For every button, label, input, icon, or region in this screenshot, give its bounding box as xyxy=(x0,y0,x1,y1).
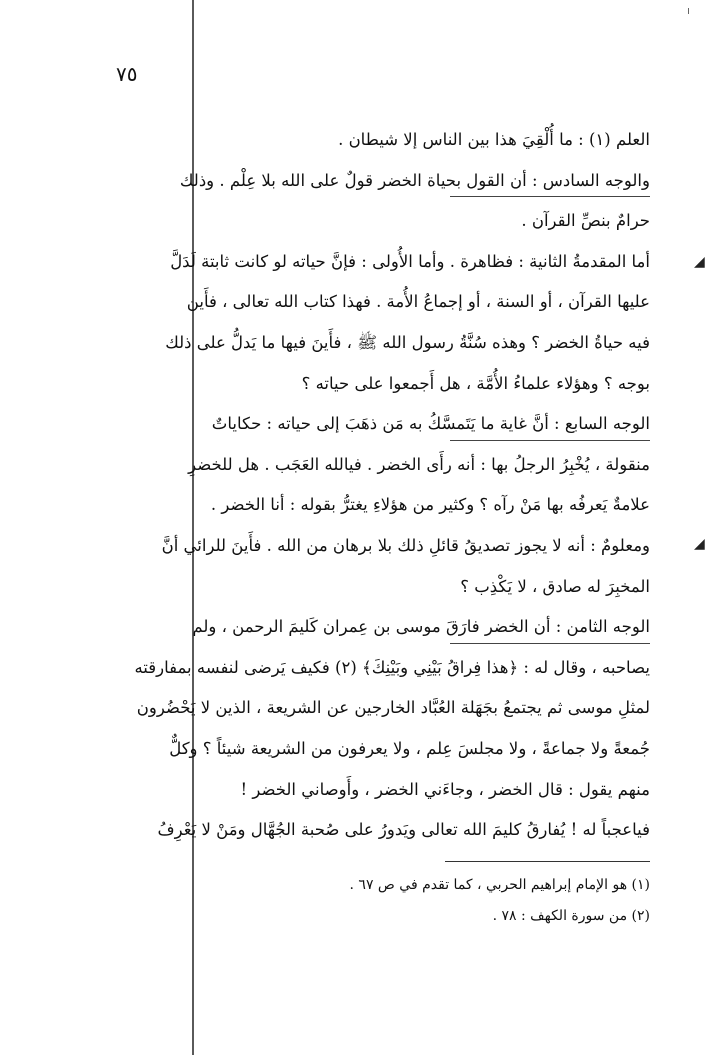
margin-mark: ◢ xyxy=(694,254,705,270)
footnote-divider xyxy=(445,861,650,862)
text-line: أما المقدمةُ الثانية : فظاهرة . وأما الأُولى : فإنَّ حياته لو كانت ثابتة لَدَلَّ xyxy=(170,251,650,271)
page-number: ٧٥ xyxy=(116,62,138,86)
text-line: فياعجباً له ! يُفارقُ كليمَ الله تعالى ويَدورُ على صُحبة الجُهَّال ومَنْ لا يَعْرِفُ xyxy=(157,820,650,840)
text-line: حرامٌ بنصِّ القرآن . xyxy=(521,211,650,231)
text-line: العلم (١) : ما أُلْقِيَ هذا بين الناس إلا شيطان . xyxy=(338,130,650,149)
text-line: منهم يقول : قال الخضر ، وجاءَني الخضر ، وأَوصاني الخضر ! xyxy=(240,779,650,799)
footnote: (١) هو الإمام إبراهيم الحربي ، كما تقدم في ص ٦٧ . xyxy=(349,877,650,893)
text-line: الوجه السابع : أنَّ غاية ما يَتَمسَّكُ به مَن ذهَبَ إلى حياته : حكاياتٌ xyxy=(110,404,650,445)
text-line: ومعلومٌ : أنه لا يجوز تصديقُ قائلِ ذلك بلا برهان من الله . فأَينَ للرائي أنَّ xyxy=(161,535,650,555)
text-line: يصاحبه ، وقال له : ﴿هذا فِراقُ بَيْنِي وبَيْنِكَ﴾ (٢) فكيف يَرضى لنفسه بمفارقته xyxy=(134,657,650,677)
text-line: لمثلِ موسى ثم يجتمعُ بجَهَلة العُبَّاد الخارجين عن الشريعة ، الذين لا يَحْضُرون xyxy=(136,698,650,718)
text-line: علامةٌ يَعرفُه بها مَنْ رآه ؟ وكثير من هؤلاءِ يغترُّ بقوله : أنا الخضر . xyxy=(210,495,650,515)
margin-mark: ◢ xyxy=(694,536,705,552)
text-line: المخبِرَ له صادق ، لا يَكْذِب ؟ xyxy=(460,576,650,596)
body-text xyxy=(110,120,650,851)
footnote: (٢) من سورة الكهف : ٧٨ . xyxy=(492,908,650,924)
text-line: بوجه ؟ وهؤلاء علماءُ الأُمَّة ، هل أَجمعوا على حياته ؟ xyxy=(301,373,650,393)
text-line: الوجه الثامن : أن الخضر فارَقَ موسى بن عِمران كَليمَ الرحمن ، ولم xyxy=(110,607,650,648)
text-line: فيه حياةُ الخضر ؟ وهذه سُنَّةُ رسول الله ﷺ ، فأَينَ فيها ما يَدلُّ على ذلك xyxy=(165,332,650,352)
text-line: والوجه السادس : أن القول بحياة الخضر قولٌ على الله بلا عِلْم . وذلك xyxy=(110,161,650,202)
text-line: منقولة ، يُخْبِرُ الرجلُ بها : أنه رأَى الخضر . فيالله العَجَب . هل للخضرِ xyxy=(188,454,650,474)
footnotes xyxy=(230,870,650,932)
text-line: عليها القرآن ، أو السنة ، أو إجماعُ الأُمة . فهذا كتاب الله تعالى ، فأَين xyxy=(186,292,650,312)
text-line: جُمعةً ولا جماعةً ، ولا مجلسَ عِلم ، ولا يعرفون من الشريعة شيئاً ؟ وكلٌّ xyxy=(169,738,650,758)
scan-artifact xyxy=(688,8,689,14)
